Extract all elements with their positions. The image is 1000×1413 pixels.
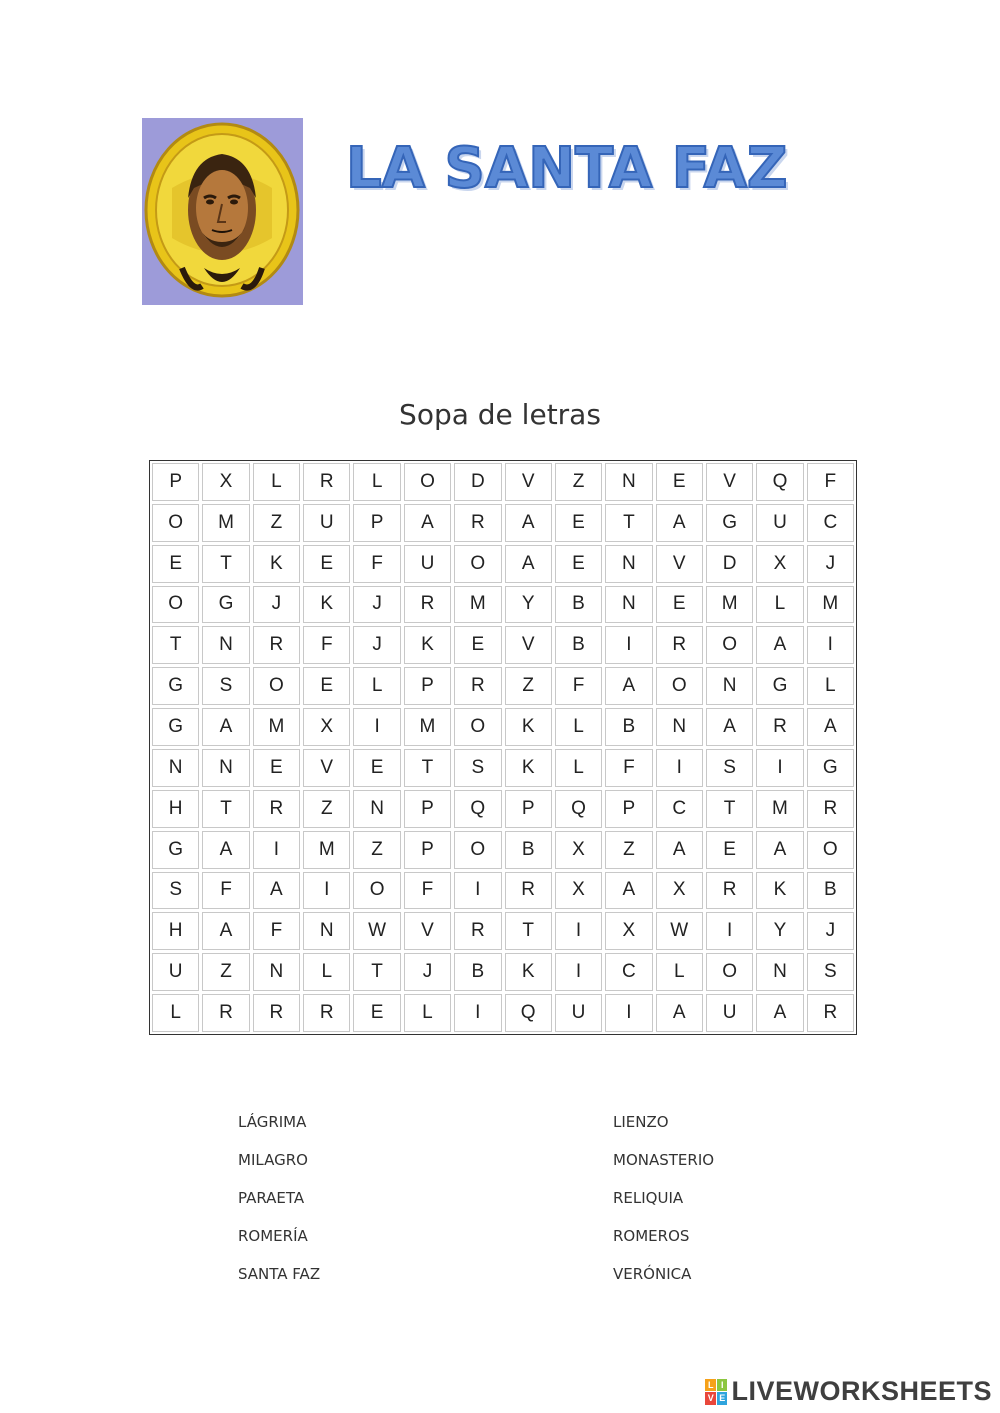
grid-cell[interactable]: S [454,749,501,787]
grid-cell[interactable]: F [253,912,300,950]
grid-cell[interactable]: E [656,586,703,624]
word-item: SANTA FAZ [238,1265,321,1283]
grid-cell[interactable]: O [454,545,501,583]
grid-cell[interactable]: Q [555,790,602,828]
grid-cell[interactable]: T [706,790,753,828]
grid-cell[interactable]: I [454,872,501,910]
grid-cell[interactable]: X [555,872,602,910]
grid-cell[interactable]: N [756,953,803,991]
grid-cell[interactable]: N [605,586,652,624]
grid-cell[interactable]: T [605,504,652,542]
logo-letter: V [705,1392,716,1405]
grid-cell[interactable]: M [756,790,803,828]
grid-cell[interactable]: N [605,545,652,583]
grid-cell[interactable]: O [152,504,199,542]
grid-cell[interactable]: U [756,504,803,542]
grid-cell[interactable]: A [756,831,803,869]
grid-cell[interactable]: K [505,953,552,991]
grid-cell[interactable]: X [605,912,652,950]
grid-cell[interactable]: L [807,667,854,705]
logo-letter: E [717,1392,728,1405]
grid-cell[interactable]: A [605,872,652,910]
grid-cell[interactable]: L [756,586,803,624]
grid-cell[interactable]: B [454,953,501,991]
grid-cell[interactable]: Z [555,463,602,501]
grid-cell[interactable]: O [656,667,703,705]
grid-cell[interactable]: S [807,953,854,991]
grid-cell[interactable]: F [303,626,350,664]
word-item: MONASTERIO [613,1151,715,1169]
grid-cell[interactable]: E [303,667,350,705]
word-item: LIENZO [613,1113,669,1131]
grid-cell[interactable]: E [303,545,350,583]
grid-cell[interactable]: A [807,708,854,746]
grid-cell[interactable]: R [253,626,300,664]
grid-cell[interactable]: L [353,667,400,705]
grid-cell[interactable]: Z [605,831,652,869]
grid-cell[interactable]: J [404,953,451,991]
grid-cell[interactable]: Z [505,667,552,705]
grid-cell[interactable]: I [706,912,753,950]
grid-cell[interactable]: A [605,667,652,705]
grid-cell[interactable]: F [555,667,602,705]
grid-cell[interactable]: P [605,790,652,828]
grid-cell[interactable]: B [807,872,854,910]
grid-cell[interactable]: P [505,790,552,828]
grid-cell[interactable]: N [253,953,300,991]
logo-letter: L [705,1379,716,1392]
grid-cell[interactable]: P [404,667,451,705]
grid-cell[interactable]: W [656,912,703,950]
grid-cell[interactable]: R [404,586,451,624]
grid-cell[interactable]: O [404,463,451,501]
grid-cell[interactable]: Z [202,953,249,991]
grid-cell[interactable]: O [706,953,753,991]
grid-cell[interactable]: Y [756,912,803,950]
page-title: LA SANTA FAZ [346,136,788,201]
grid-cell[interactable]: D [706,545,753,583]
brand-footer [705,1376,992,1407]
grid-cell[interactable]: G [152,831,199,869]
grid-cell[interactable]: L [152,994,199,1032]
grid-cell[interactable]: M [253,708,300,746]
word-list-right [613,1110,714,1300]
grid-cell[interactable]: N [706,667,753,705]
grid-cell[interactable]: Z [353,831,400,869]
grid-cell[interactable]: Y [505,586,552,624]
grid-cell[interactable]: J [353,626,400,664]
grid-cell[interactable]: J [353,586,400,624]
grid-cell[interactable]: Z [303,790,350,828]
grid-cell[interactable]: G [756,667,803,705]
grid-cell[interactable]: A [253,872,300,910]
grid-cell[interactable]: I [555,912,602,950]
grid-cell[interactable]: H [152,790,199,828]
grid-cell[interactable]: L [303,953,350,991]
grid-cell[interactable]: O [807,831,854,869]
grid-cell[interactable]: O [253,667,300,705]
grid-cell[interactable]: T [202,790,249,828]
grid-cell[interactable]: X [656,872,703,910]
grid-cell[interactable]: E [253,749,300,787]
grid-cell[interactable]: X [202,463,249,501]
grid-cell[interactable]: G [152,667,199,705]
grid-cell[interactable]: A [505,545,552,583]
grid-cell[interactable]: A [202,831,249,869]
grid-cell[interactable]: R [253,790,300,828]
grid-cell[interactable]: Q [505,994,552,1032]
grid-cell[interactable]: J [807,545,854,583]
grid-cell[interactable]: M [404,708,451,746]
word-item: ROMEROS [613,1227,690,1245]
grid-cell[interactable]: A [404,504,451,542]
grid-cell[interactable]: A [656,831,703,869]
santa-faz-icon [142,118,303,305]
grid-cell[interactable]: I [253,831,300,869]
grid-cell[interactable]: R [756,708,803,746]
word-search-grid [149,460,857,1035]
grid-cell[interactable]: I [454,994,501,1032]
grid-cell[interactable]: K [253,545,300,583]
grid-cell[interactable]: Z [253,504,300,542]
grid-cell[interactable]: E [353,749,400,787]
grid-cell[interactable]: G [706,504,753,542]
grid-cell[interactable]: O [454,708,501,746]
grid-cell[interactable]: X [756,545,803,583]
grid-cell[interactable]: V [505,626,552,664]
grid-cell[interactable]: T [202,545,249,583]
word-item: LÁGRIMA [238,1113,307,1131]
grid-cell[interactable]: M [454,586,501,624]
grid-cell[interactable]: I [756,749,803,787]
grid-cell[interactable]: I [807,626,854,664]
grid-cell[interactable]: B [555,586,602,624]
grid-cell[interactable]: V [656,545,703,583]
grid-cell[interactable]: C [605,953,652,991]
grid-cell[interactable]: M [807,586,854,624]
grid-cell[interactable]: Q [454,790,501,828]
grid-cell[interactable]: N [202,749,249,787]
grid-cell[interactable]: F [353,545,400,583]
grid-cell[interactable]: S [202,667,249,705]
grid-cell[interactable]: A [505,504,552,542]
grid-cell[interactable]: P [353,504,400,542]
grid-cell[interactable]: J [807,912,854,950]
grid-cell[interactable]: L [353,463,400,501]
grid-cell[interactable]: T [152,626,199,664]
grid-cell[interactable]: B [505,831,552,869]
grid-cell[interactable]: R [303,463,350,501]
grid-cell[interactable]: V [505,463,552,501]
grid-cell[interactable]: A [202,708,249,746]
grid-cell[interactable]: A [706,708,753,746]
grid-cell[interactable]: G [807,749,854,787]
grid-cell[interactable]: I [555,953,602,991]
grid-cell[interactable]: R [807,790,854,828]
grid-cell[interactable]: E [555,545,602,583]
grid-cell[interactable]: R [454,667,501,705]
grid-cell[interactable]: I [353,708,400,746]
grid-cell[interactable]: P [152,463,199,501]
grid-cell[interactable]: A [656,504,703,542]
grid-cell[interactable]: I [605,626,652,664]
grid-cell[interactable]: E [353,994,400,1032]
grid-cell[interactable]: S [706,749,753,787]
page-subtitle: Sopa de letras [399,398,601,431]
grid-cell[interactable]: R [807,994,854,1032]
grid-cell[interactable]: V [706,463,753,501]
grid-cell[interactable]: A [656,994,703,1032]
grid-cell[interactable]: R [454,504,501,542]
word-item: ROMERÍA [238,1227,308,1245]
grid-cell[interactable]: G [202,586,249,624]
brand-name: LIVEWORKSHEETS [731,1376,992,1406]
grid-cell[interactable]: R [202,994,249,1032]
grid-cell[interactable]: R [253,994,300,1032]
grid-cell[interactable]: L [555,708,602,746]
grid-cell[interactable]: Q [756,463,803,501]
grid-cell[interactable]: E [555,504,602,542]
word-item: VERÓNICA [613,1265,692,1283]
grid-cell[interactable]: N [303,912,350,950]
grid-cell[interactable]: T [404,749,451,787]
grid-cell[interactable]: O [353,872,400,910]
grid-cell[interactable]: R [706,872,753,910]
grid-cell[interactable]: K [404,626,451,664]
grid-cell[interactable]: P [404,790,451,828]
grid-cell[interactable]: G [152,708,199,746]
grid-cell[interactable]: E [454,626,501,664]
grid-cell[interactable]: S [152,872,199,910]
grid-cell[interactable]: X [555,831,602,869]
grid-cell[interactable]: U [303,504,350,542]
grid-cell[interactable]: A [756,994,803,1032]
grid-cell[interactable]: E [152,545,199,583]
grid-cell[interactable]: T [505,912,552,950]
grid-cell[interactable]: B [555,626,602,664]
grid-cell[interactable]: N [605,463,652,501]
grid-cell[interactable]: K [505,749,552,787]
grid-cell[interactable]: M [303,831,350,869]
grid-cell[interactable]: I [656,749,703,787]
word-item: MILAGRO [238,1151,308,1169]
grid-cell[interactable]: W [353,912,400,950]
grid-cell[interactable]: F [404,872,451,910]
grid-cell[interactable]: E [706,831,753,869]
grid-cell[interactable]: N [656,708,703,746]
grid-cell[interactable]: F [202,872,249,910]
grid-cell[interactable]: I [605,994,652,1032]
grid-cell[interactable]: U [555,994,602,1032]
grid-cell[interactable]: K [756,872,803,910]
grid-cell[interactable]: U [404,545,451,583]
grid-cell[interactable]: K [303,586,350,624]
grid-cell[interactable]: M [706,586,753,624]
grid-cell[interactable]: L [253,463,300,501]
grid-cell[interactable]: T [353,953,400,991]
grid-cell[interactable]: L [656,953,703,991]
grid-cell[interactable]: A [756,626,803,664]
grid-cell[interactable]: N [152,749,199,787]
grid-cell[interactable]: J [253,586,300,624]
grid-cell[interactable]: L [555,749,602,787]
grid-cell[interactable]: O [454,831,501,869]
grid-cell[interactable]: P [404,831,451,869]
liveworksheets-logo-icon [705,1379,727,1405]
grid-cell[interactable]: I [303,872,350,910]
grid-cell[interactable]: O [706,626,753,664]
grid-cell[interactable]: N [353,790,400,828]
grid-cell[interactable]: V [404,912,451,950]
grid-cell[interactable]: K [505,708,552,746]
grid-cell[interactable]: C [656,790,703,828]
grid-cell[interactable]: X [303,708,350,746]
grid-cell[interactable]: O [152,586,199,624]
logo-letter: I [717,1379,728,1392]
grid-cell[interactable]: E [656,463,703,501]
grid-cell[interactable]: B [605,708,652,746]
grid-cell[interactable]: R [656,626,703,664]
word-item: RELIQUIA [613,1189,684,1207]
grid-cell[interactable]: D [454,463,501,501]
grid-cell[interactable]: H [152,912,199,950]
grid-cell[interactable]: R [505,872,552,910]
grid-cell[interactable]: C [807,504,854,542]
grid-cell[interactable]: L [404,994,451,1032]
grid-cell[interactable]: M [202,504,249,542]
word-list-left [238,1110,320,1300]
grid-cell[interactable]: R [454,912,501,950]
grid-cell[interactable]: R [303,994,350,1032]
grid-cell[interactable]: U [152,953,199,991]
grid-cell[interactable]: F [807,463,854,501]
grid-cell[interactable]: A [202,912,249,950]
grid-cell[interactable]: U [706,994,753,1032]
grid-cell[interactable]: V [303,749,350,787]
grid-cell[interactable]: F [605,749,652,787]
word-item: PARAETA [238,1189,305,1207]
grid-cell[interactable]: N [202,626,249,664]
